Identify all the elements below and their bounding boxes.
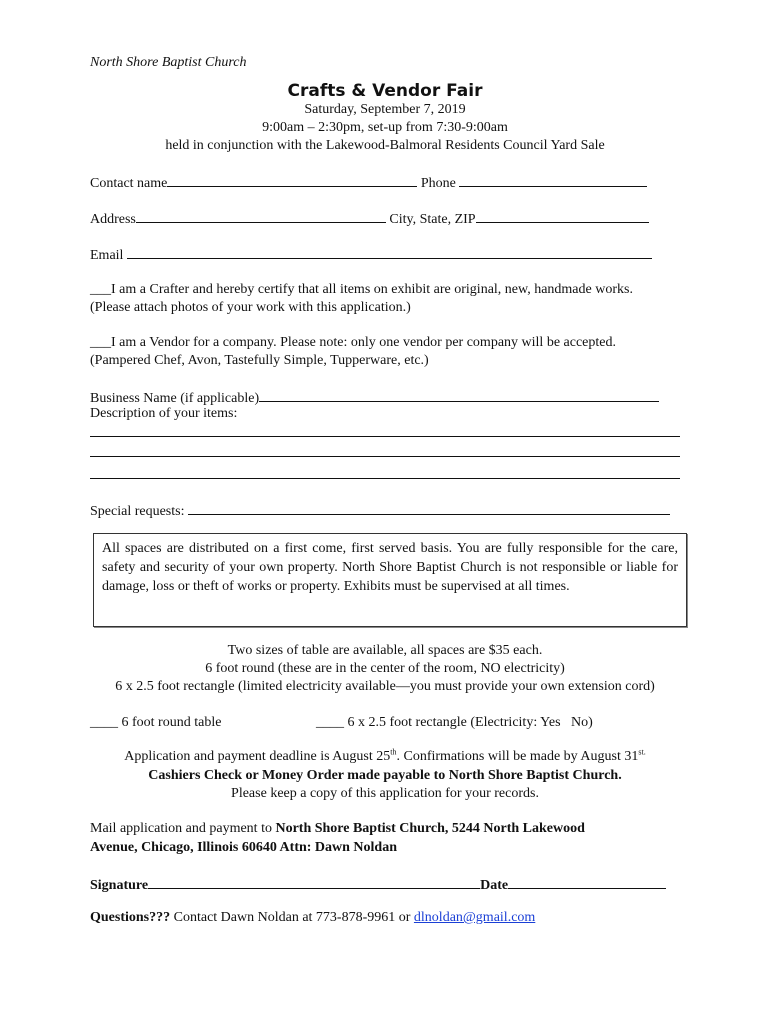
business-name-field[interactable] <box>259 387 659 402</box>
email-row <box>90 244 652 265</box>
questions-row <box>90 909 535 927</box>
city-state-zip-label: City, State, ZIP <box>389 212 476 227</box>
option-round-table[interactable]: ____ 6 foot round table <box>90 715 222 730</box>
address-label: Address <box>90 212 136 227</box>
email-label: Email <box>90 248 124 263</box>
city-state-zip-field[interactable] <box>476 208 649 223</box>
business-name-label: Business Name (if applicable) <box>90 391 260 406</box>
contact-row <box>90 172 647 193</box>
contact-name-field[interactable] <box>167 172 417 187</box>
vendor-checkbox-blank[interactable]: ___ <box>90 335 111 350</box>
notice-text: All spaces are distributed on a first come, first served basis. You are fully responsible for the care, safety and security of your own property. North Shore Baptist Church is not responsible or liable for damage, loss or theft of works or property. Exhibits must be supervised at all times. <box>102 541 678 594</box>
email-field[interactable] <box>127 244 652 259</box>
tables-info-2: 6 foot round (these are in the center of the room, NO electricity) <box>205 661 565 676</box>
description-line-3[interactable] <box>90 478 680 479</box>
page-title: Crafts & Vendor Fair <box>287 81 483 101</box>
special-requests-row <box>90 500 670 521</box>
deadline-text-2: . Confirmations will be made by August 31 <box>396 749 639 764</box>
crafter-option <box>90 281 633 299</box>
event-hours: 9:00am – 2:30pm, set-up from 7:30-9:00am <box>262 120 508 135</box>
deadline-sup-1: th <box>390 747 397 757</box>
tables-info-3: 6 x 2.5 foot rectangle (limited electricity available—you must provide your own extension cord) <box>115 679 655 694</box>
notice-box <box>93 533 687 627</box>
date-label: Date <box>480 878 509 893</box>
keep-copy-note: Please keep a copy of this application for your records. <box>231 786 539 801</box>
special-requests-label: Special requests: <box>90 504 185 519</box>
tables-info-1: Two sizes of table are available, all spaces are $35 each. <box>227 643 543 658</box>
mail-address-1: North Shore Baptist Church, 5244 North Lakewood <box>275 821 585 836</box>
contact-email-link[interactable]: dlnoldan@gmail.com <box>413 910 536 925</box>
event-date: Saturday, September 7, 2019 <box>304 102 466 117</box>
questions-label: Questions??? <box>90 910 171 925</box>
phone-field[interactable] <box>459 172 647 187</box>
deadline-line <box>0 748 770 766</box>
description-label: Description of your items: <box>90 406 238 421</box>
address-row <box>90 208 649 229</box>
address-field[interactable] <box>136 208 386 223</box>
mail-prefix: Mail application and payment to <box>90 821 276 836</box>
crafter-statement: I am a Crafter and hereby certify that all items on exhibit are original, new, handmade works. <box>111 282 633 297</box>
crafter-note: (Please attach photos of your work with this application.) <box>90 300 411 315</box>
signature-label: Signature <box>90 878 149 893</box>
special-requests-field[interactable] <box>188 500 670 515</box>
description-line-1[interactable] <box>90 436 680 437</box>
vendor-option <box>90 334 616 352</box>
deadline-text-1: Application and payment deadline is August 25 <box>124 749 391 764</box>
phone-label: Phone <box>420 176 456 191</box>
description-line-2[interactable] <box>90 456 680 457</box>
vendor-statement: I am a Vendor for a company. Please note: only one vendor per company will be accepted. <box>111 335 616 350</box>
vendor-note: (Pampered Chef, Avon, Tastefully Simple, Tupperware, etc.) <box>90 353 429 368</box>
questions-text: Contact Dawn Noldan at 773-878-9961 or <box>170 910 414 925</box>
payable-note: Cashiers Check or Money Order made payable to North Shore Baptist Church. <box>148 768 622 783</box>
mail-address-2: Avenue, Chicago, Illinois 60640 Attn: Dawn Noldan <box>90 840 398 855</box>
deadline-sup-2: st. <box>638 747 646 757</box>
crafter-checkbox-blank[interactable]: ___ <box>90 282 111 297</box>
contact-name-label: Contact name <box>90 176 168 191</box>
event-note: held in conjunction with the Lakewood-Balmoral Residents Council Yard Sale <box>165 138 605 153</box>
option-rectangle-table[interactable]: ____ 6 x 2.5 foot rectangle (Electricity: Yes No) <box>316 715 593 730</box>
signature-field[interactable] <box>148 874 480 889</box>
mail-line-1 <box>90 820 585 838</box>
organization-name: North Shore Baptist Church <box>90 55 247 70</box>
date-field[interactable] <box>508 874 666 889</box>
signature-row <box>90 874 666 895</box>
